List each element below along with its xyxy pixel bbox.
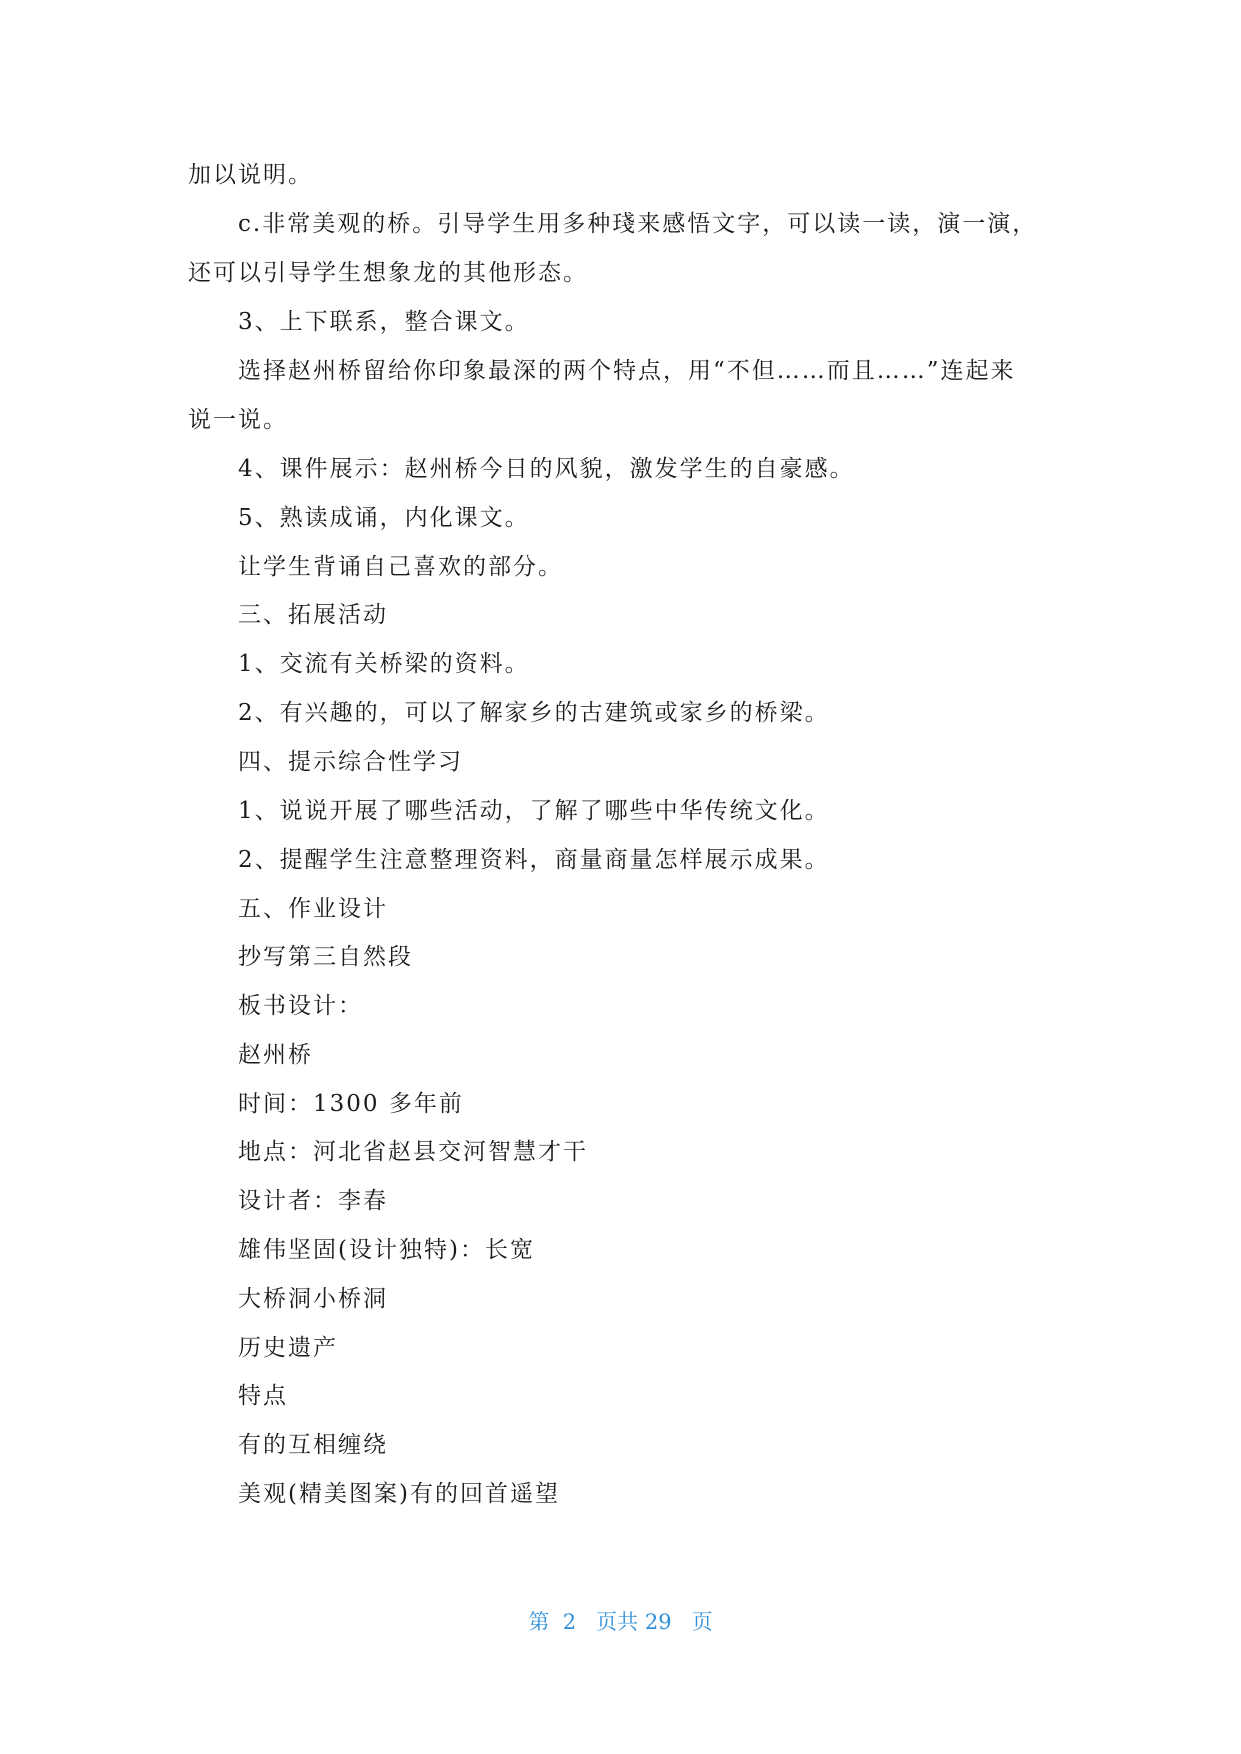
- footer-prefix: 第: [528, 1610, 550, 1634]
- text-line: 说一说。: [188, 407, 288, 433]
- text-line: 5、熟读成诵，内化课文。: [238, 505, 530, 531]
- page-footer: [0, 1608, 1241, 1636]
- text-line: 让学生背诵自己喜欢的部分。: [238, 554, 563, 580]
- text-line: 美观(精美图案)有的回首遥望: [238, 1481, 560, 1507]
- footer-total-pages: 29: [644, 1610, 672, 1634]
- text-line: 特点: [238, 1383, 288, 1409]
- text-line: 4、课件展示：赵州桥今日的风貌，激发学生的自豪感。: [238, 456, 855, 482]
- text-line: 3、上下联系，整合课文。: [238, 309, 530, 335]
- footer-middle: 页共: [596, 1610, 639, 1634]
- text-line: 1、交流有关桥梁的资料。: [238, 651, 530, 677]
- text-line: 历史遗产: [238, 1335, 338, 1361]
- text-line: 雄伟坚固(设计独特)：长宽: [238, 1237, 535, 1263]
- text-line: 加以说明。: [188, 162, 313, 188]
- text-line: 有的互相缠绕: [238, 1432, 388, 1458]
- section-heading: 四、提示综合性学习: [238, 749, 463, 775]
- text-line: 时间：1300 多年前: [238, 1091, 464, 1117]
- text-line: c.非常美观的桥。引导学生用多种琖来感悟文字，可以读一读，演一演，: [238, 211, 1038, 237]
- text-line: 板书设计：: [238, 993, 363, 1019]
- footer-current-page: 2: [562, 1610, 577, 1634]
- text-line: 2、有兴趣的，可以了解家乡的古建筑或家乡的桥梁。: [238, 700, 830, 726]
- footer-suffix: 页: [691, 1610, 713, 1634]
- section-heading: 三、拓展活动: [238, 602, 388, 628]
- text-line: 还可以引导学生想象龙的其他形态。: [188, 260, 588, 286]
- text-line: 赵州桥: [238, 1042, 313, 1068]
- text-line: 设计者：李春: [238, 1188, 388, 1214]
- text-line: 选择赵州桥留给你印象最深的两个特点，用“不但……而且……”连起来: [238, 358, 1016, 384]
- text-line: 抄写第三自然段: [238, 944, 413, 970]
- text-line: 1、说说开展了哪些活动，了解了哪些中华传统文化。: [238, 798, 830, 824]
- text-line: 2、提醒学生注意整理资料，商量商量怎样展示成果。: [238, 847, 830, 873]
- section-heading: 五、作业设计: [238, 896, 388, 922]
- text-line: 大桥洞小桥洞: [238, 1286, 388, 1312]
- text-line: 地点：河北省赵县交河智慧才干: [238, 1139, 588, 1165]
